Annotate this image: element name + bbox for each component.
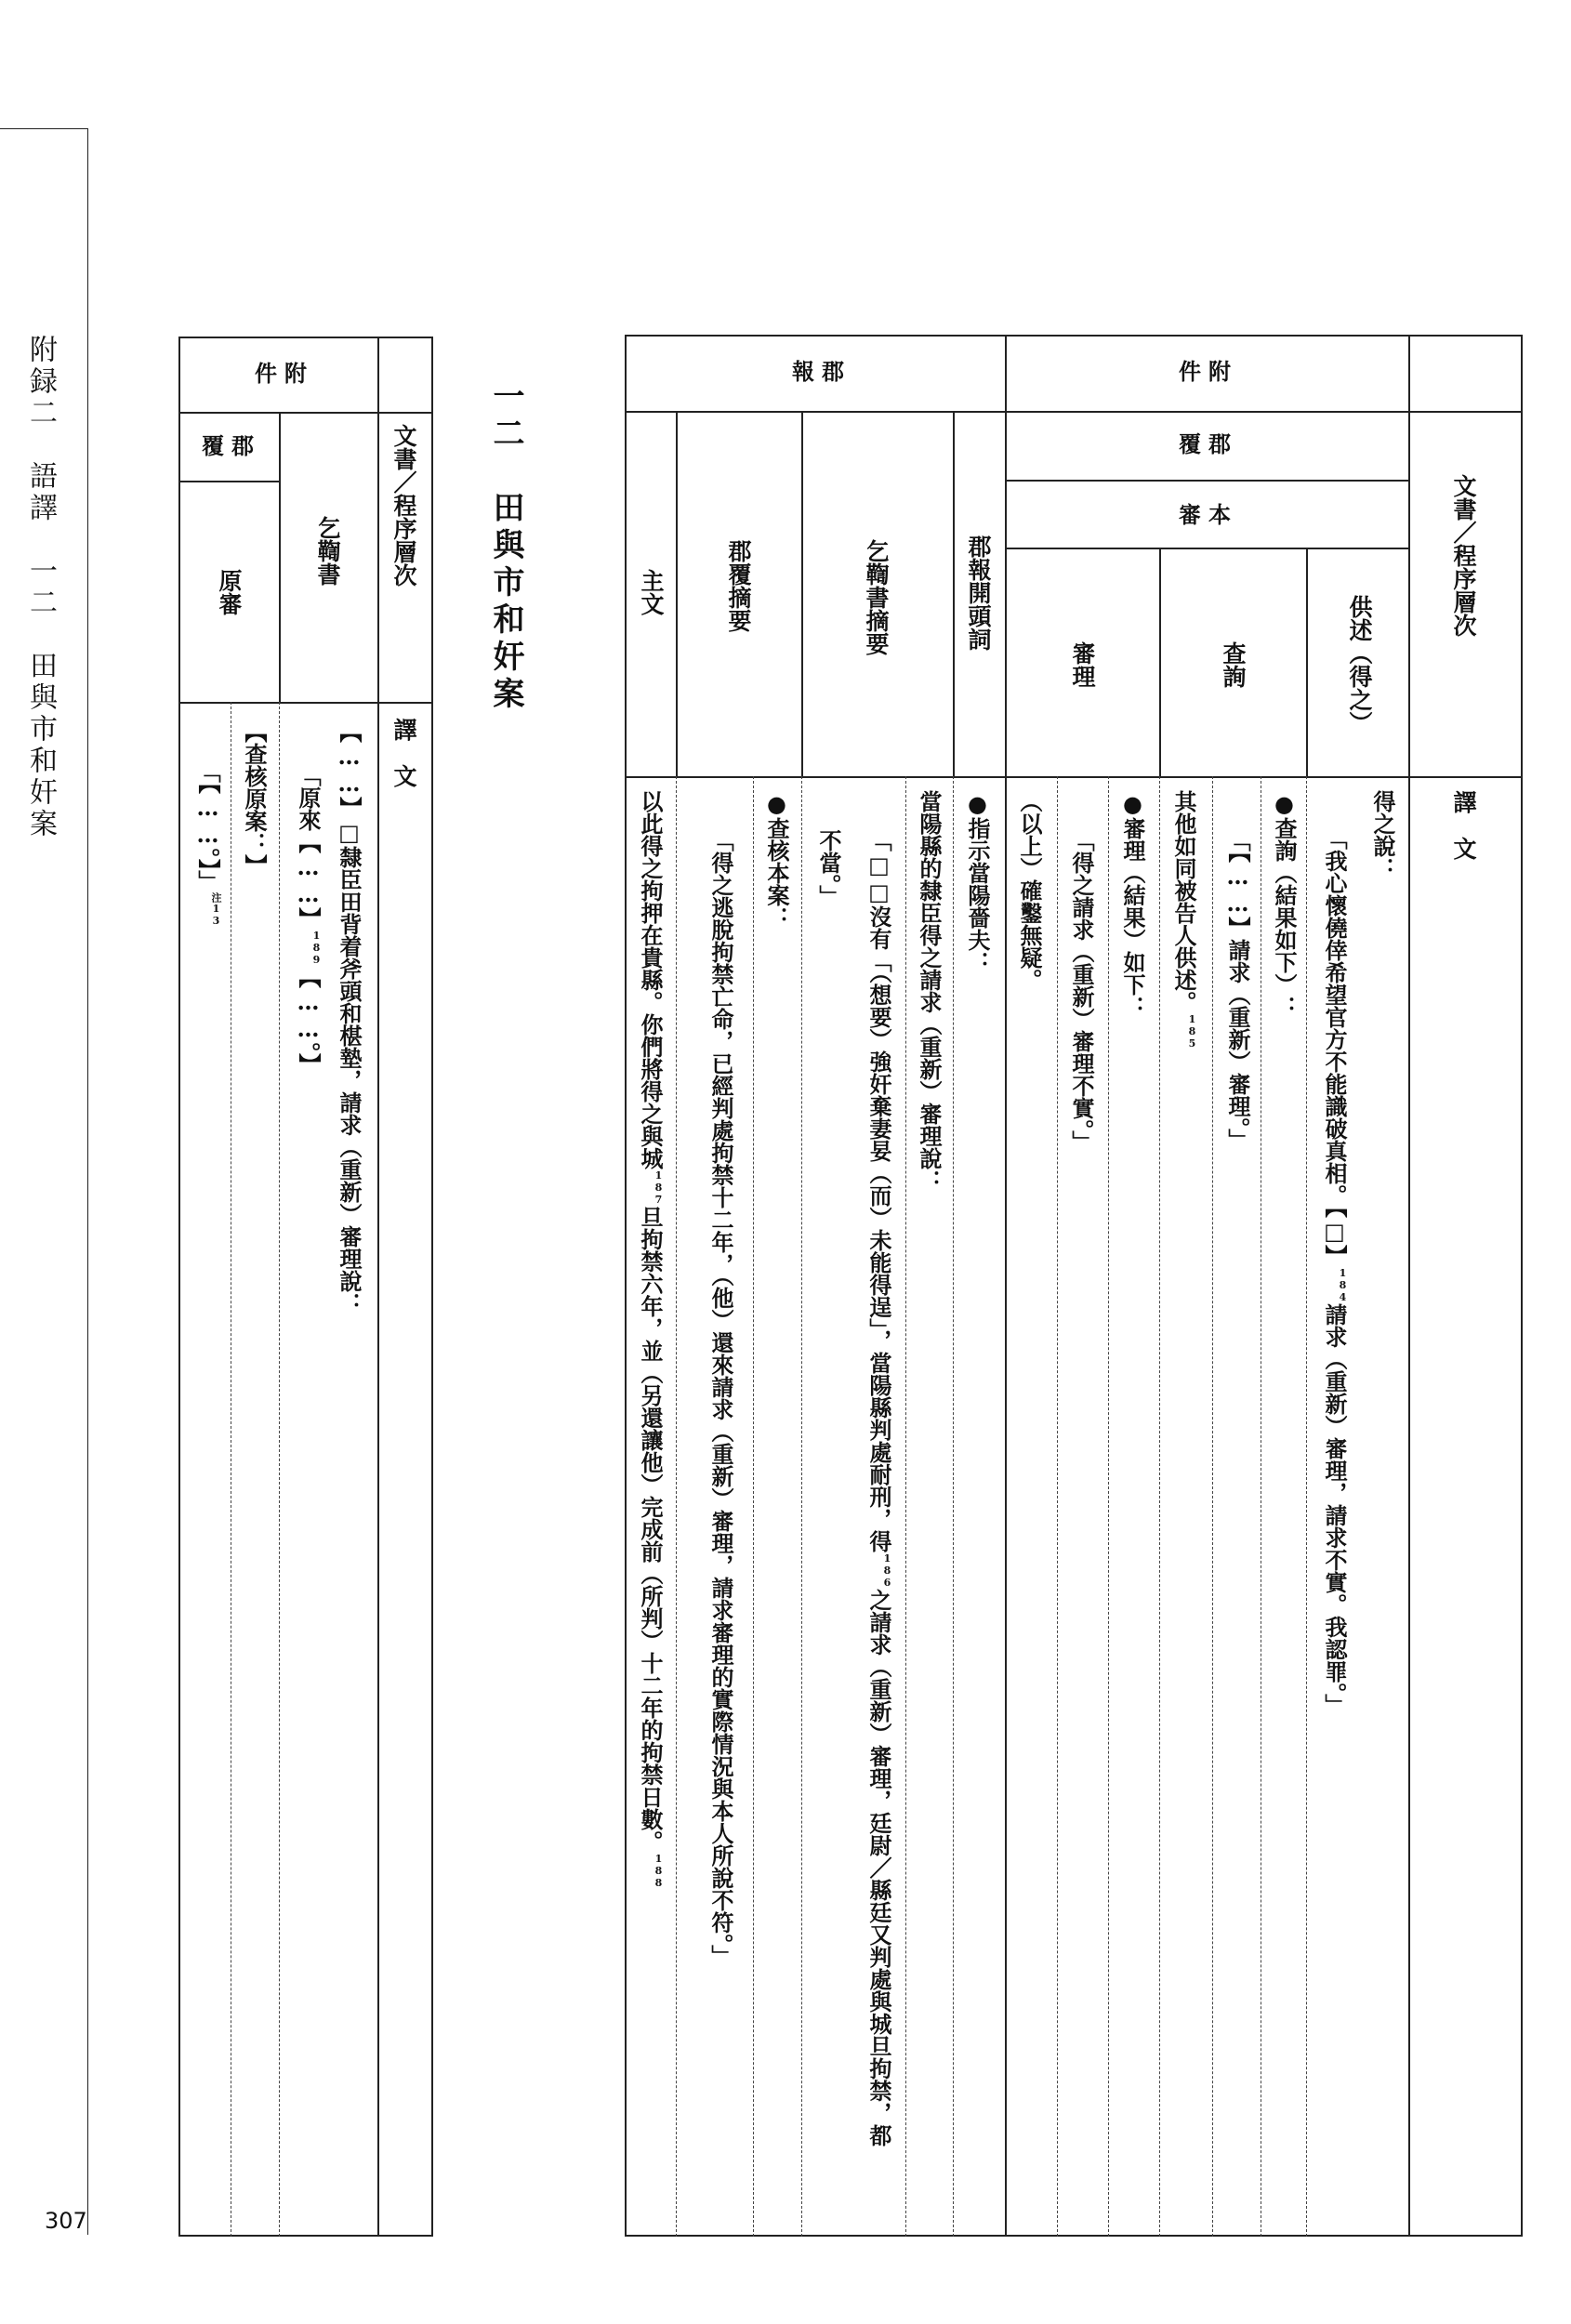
junfu-line2: 「得之逃脫拘禁亡命，已經判處拘禁十二年，（他）還來請求（重新）審理，請求審理的實際情況與本人所說不符。」 (707, 829, 734, 1967)
page-number: 307 (45, 2208, 87, 2234)
chaxun-line3a: 其他如同被告人供述。 (1170, 790, 1197, 1013)
shenli-line2: 「得之請求（重新）審理不實。」 (1068, 829, 1095, 1153)
shenli-line3: （以上）確鑿無疑。 (1016, 790, 1043, 991)
running-header: 附録二 語譯 一二 田與市和奸案 (24, 335, 57, 840)
left-yuanshen-line2 (193, 760, 230, 927)
left-qijushu-line2a: 「原來【……】 (295, 764, 322, 930)
chaxun-line2: 「【……】請求（重新）審理。」 (1224, 829, 1251, 1151)
footnote-note13: 注13 (210, 892, 222, 927)
right-row-kaitouci: 郡報開頭詞 (965, 535, 992, 651)
left-yuanshen-line1: 【查核原案：】 (241, 720, 268, 877)
right-row-zhuwen: 主文 (638, 569, 665, 615)
footnote-188: 188 (653, 1853, 665, 1889)
qiju-line1: 當陽縣的隸臣得之請求（重新）審理說： (916, 790, 943, 1192)
right-row-qijuzhaiyao: 乞鞫書摘要 (863, 539, 890, 655)
junfu-line1: ●查核本案： (763, 790, 790, 929)
right-col-header-text: 譯 文 (1450, 790, 1477, 860)
left-row-yuanshen: 原審 (216, 569, 243, 615)
left-yuanshen-line2a: 「【……。】」 (194, 760, 221, 892)
right-row-junfuzhaiyao: 郡覆摘要 (725, 539, 752, 632)
left-qijushu-line2b: 【……。】 (295, 966, 322, 1076)
right-col-header-level: 文書／程序層次 (1450, 474, 1477, 637)
qiju-line2a: 「□□沒有「（想要）強奸棄妻妟（而）未能得逞」，當陽縣判處耐刑，得 (865, 829, 892, 1552)
gongshu-line2a: 「我心懷僥倖希望官方不能識破真相。【□】 (1321, 827, 1348, 1267)
gongshu-line2 (1320, 827, 1356, 1716)
qiju-line3: 不當。」 (815, 829, 842, 907)
left-qijushu-line1: 【……】□隸臣田背着斧頭和椹墊，請求（重新）審理說： (336, 720, 363, 1314)
chaxun-line3 (1169, 790, 1206, 1050)
left-table (178, 337, 433, 2237)
chaxun-line1: ●查詢（結果如下）： (1271, 790, 1298, 1018)
left-group-attached: 件附 (255, 360, 314, 387)
left-col-header-level: 文書／程序層次 (390, 424, 417, 587)
left-sub-fujun: 覆郡 (202, 432, 261, 459)
footnote-187: 187 (653, 1169, 665, 1206)
footnote-189: 189 (310, 930, 323, 966)
footnote-184: 184 (1337, 1267, 1349, 1303)
right-table (625, 335, 1523, 2237)
shenli-line1: ●審理（結果）如下： (1119, 790, 1146, 1018)
left-qijushu-line2 (294, 764, 330, 1076)
right-row-shenli: 審理 (1069, 641, 1096, 688)
left-row-qijushu: 乞鞫書 (314, 516, 341, 586)
right-sub-fujun: 覆郡 (1179, 430, 1238, 457)
right-row-gongshu: 供述（得之） (1346, 595, 1373, 734)
footnote-185: 185 (1186, 1013, 1198, 1050)
gongshu-line2b: 請求（重新）審理，請求不實。我認罪。」 (1321, 1303, 1348, 1716)
qiju-line2b: 之請求（重新）審理，廷尉／縣廷又判處與城旦拘禁，都 (865, 1589, 892, 2146)
right-sub-shenben: 審本 (1179, 501, 1238, 528)
zhuwen-line1 (636, 790, 672, 1889)
left-col-header-text: 譯 文 (390, 718, 417, 787)
section-title: 一二 田與市和奸案 (487, 379, 524, 714)
gongshu-line1: 得之說： (1369, 790, 1396, 879)
right-row-chaxun: 查詢 (1220, 641, 1247, 688)
zhuwen-line1a: 以此得之拘押在貴縣。你們將得之與城 (637, 790, 664, 1169)
footnote-186: 186 (881, 1552, 893, 1589)
kaitou-line: ●指示當陽嗇夫： (964, 790, 991, 973)
zhuwen-line1b: 旦拘禁六年，並（另還讓他）完成前（所判）十二年的拘禁日數。 (637, 1206, 664, 1853)
right-group-baojun: 報郡 (792, 358, 852, 385)
right-group-attached: 件附 (1179, 358, 1238, 385)
qiju-line2 (865, 829, 901, 2146)
